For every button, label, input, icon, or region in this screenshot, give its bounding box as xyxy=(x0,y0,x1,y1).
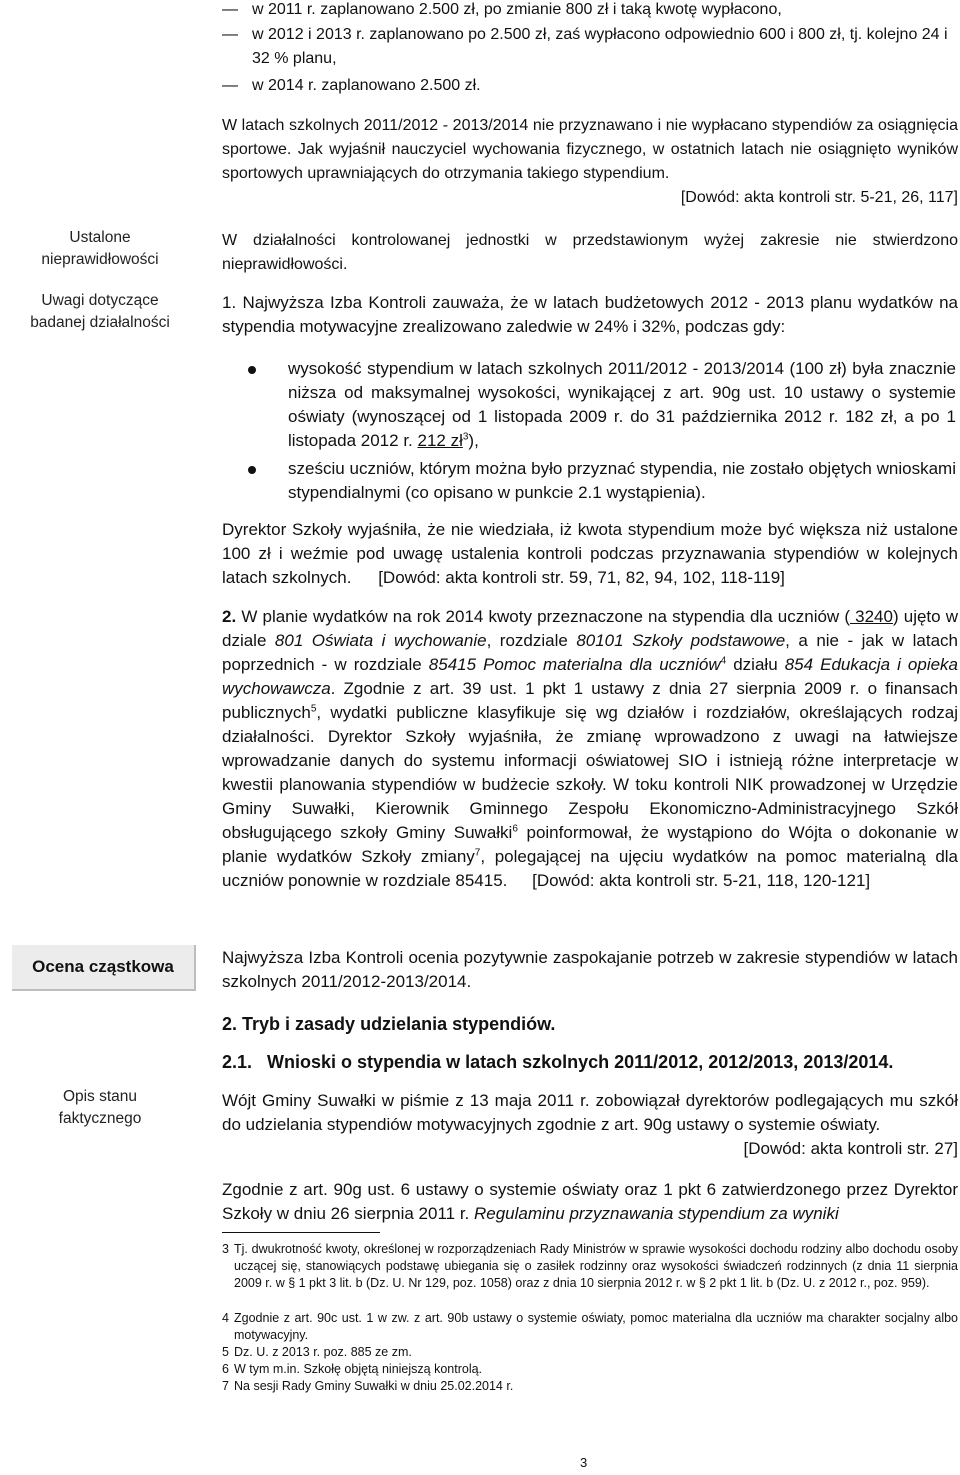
remark-text-part: W planie wydatków na rok 2014 kwoty przeznaczone na stypendia dla uczniów ( xyxy=(241,607,850,626)
budget-chapter-name: 80101 Szkoły podstawowe xyxy=(576,631,786,650)
dash-item-text: w 2014 r. zaplanowano 2.500 zł. xyxy=(252,77,481,94)
paragraph-text: Dyrektor Szkoły wyjaśniła, że nie wiedziała, iż kwota stypendium może być większa niż ustalone 100 zł i weźmie pod uwagę ustalenia kontroli podczas przyznawania stypendiów w kolejnych latach szkolnych. xyxy=(222,520,958,587)
dash-item-text: w 2012 i 2013 r. zaplanowano po 2.500 zł, zaś wypłacono odpowiednio 600 i 800 zł, tj. kolejno 24 i 32 % planu, xyxy=(252,26,948,67)
bullet-dot-icon xyxy=(248,466,256,474)
sidebar-label-uwagi xyxy=(10,290,190,334)
paragraph-no-sport xyxy=(222,114,958,210)
bullet-text-part: ), xyxy=(468,431,479,450)
remark-text-part: poinformował, że wystąpiono do Wójta o dokonanie w planie wydatków Szkoły zmiany xyxy=(222,823,958,866)
footnote-text: Tj. dwukrotność kwoty, określonej w rozporządzeniach Rady Ministrów w sprawie wysokości dochodu rodziny albo dochodu osoby uczącej się, stanowiących podstawę ubiegania się o zasiłek rodzinny oraz wysokości świadczeń rodzinnych (z dnia 11 sierpnia 2009 r. w § 1 pkt 3 lit. b (Dz. U. Nr 129, poz. 1058) oraz z dnia 10 sierpnia 2012 r. w § 2 pkt 1 lit. b (Dz. U. z 2012 r., poz. 959). xyxy=(234,1242,958,1290)
paragraph-assessment: Najwyższa Izba Kontroli ocenia pozytywnie zaspokajanie potrzeb w zakresie stypendiów w latach szkolnych 2011/2012-2013/2014. xyxy=(222,948,958,991)
footnote-ref: 7 xyxy=(474,847,481,859)
sidebar-label-ustalone xyxy=(10,227,190,271)
footnote-number: 3 xyxy=(222,1242,229,1256)
bullet-text-part: wysokość stypendium w latach szkolnych 2011/2012 - 2013/2014 (100 zł) była znacznie niższa od maksymalnej wysokości, wynikającej z art. 90g ust. 10 ustawy o systemie oświaty (wynoszącej od 1 listopada 2009 r. do 31 października 2012 r. 182 zł, a po 1 listopada 2012 r. xyxy=(288,359,956,450)
paragraph-zgodnie xyxy=(222,1178,958,1226)
heading-number: 2.1. xyxy=(222,1052,253,1072)
footnote-number: 6 xyxy=(222,1362,229,1376)
dash-marker: — xyxy=(222,77,238,94)
sidebar-label-line: faktycznego xyxy=(58,1110,142,1127)
footnote-text: Dz. U. z 2013 r. poz. 885 ze zm. xyxy=(234,1345,412,1359)
evidence-reference: [Dowód: akta kontroli str. 5-21, 118, 120-121] xyxy=(532,871,871,890)
sidebar-label-line: nieprawidłowości xyxy=(41,251,159,268)
footnote-number: 4 xyxy=(222,1311,229,1325)
remark-number: 2. xyxy=(222,607,237,626)
budget-section-name: 854 Edukacja i opieka wychowawcza xyxy=(222,655,959,698)
remark-2 xyxy=(222,605,958,893)
evidence-reference: [Dowód: akta kontroli str. 5-21, 26, 117] xyxy=(680,189,958,206)
section-heading-2-1 xyxy=(222,1050,893,1074)
footnote-ref: 4 xyxy=(720,655,727,667)
remark-text-part: . Zgodnie z art. 39 ust. 1 pkt 1 ustawy z dnia 27 sierpnia 2009 r. o finansach publicznych xyxy=(222,679,958,722)
footnote-ref: 6 xyxy=(512,823,518,835)
remark-underlined-amount: 3240 xyxy=(850,607,893,626)
remark-1 xyxy=(222,291,958,339)
page-number: 3 xyxy=(580,1455,588,1470)
section-heading-2: 2. Tryb i zasady udzielania stypendiów. xyxy=(222,1014,556,1034)
sidebar-label-line: Opis stanu xyxy=(62,1088,138,1105)
budget-chapter-name: 85415 Pomoc materialna dla uczniów xyxy=(428,655,721,674)
paragraph-text: W latach szkolnych 2011/2012 - 2013/2014 nie przyznawano i nie wypłacano stypendiów za osiągnięcia sportowe. xyxy=(222,117,958,158)
remark-text-part: , wydatki publiczne klasyfikuje się wg działów i rozdziałów, określających rodzaj działalności. Dyrektor Szkoły wyjaśniła, że zmianę wprowadzono z uwagi na łatwiejsze wprowadzanie danych do systemu informacji oświatowej SIO i istnieją różne interpretacje w kwestii planowania stypendiów w budżecie szkoły. W toku kontroli NIK prowadzonej w Urzędzie Gminy Suwałki, Kierownik Gminnego Zespołu Ekonomiczno-Administracyjnego Szkół obsługującego szkoły Gminy Suwałki xyxy=(222,703,958,842)
evidence-reference: [Dowód: akta kontroli str. 27] xyxy=(743,1139,958,1158)
footnote-text: Na sesji Rady Gminy Suwałki w dniu 25.02.2014 r. xyxy=(234,1379,514,1393)
sidebar-label-line: Uwagi dotyczące xyxy=(41,292,159,309)
footnote-number: 7 xyxy=(222,1379,229,1393)
bullet-dot-icon xyxy=(248,366,256,374)
remark-text-part: , a nie - jak w latach poprzednich - w rozdziale xyxy=(222,631,959,674)
regulation-title: Regulaminu przyznawania stypendium za wyniki xyxy=(474,1204,839,1223)
remark-text-part: , rozdziale xyxy=(486,631,577,650)
budget-section-name: 801 Oświata i wychowanie xyxy=(274,631,487,650)
bullet-underlined-amount: 212 zł xyxy=(417,431,463,450)
heading-text: Wnioski o stypendia w latach szkolnych 2011/2012, 2012/2013, 2013/2014. xyxy=(267,1052,894,1072)
footnote-number: 5 xyxy=(222,1345,229,1359)
footnote-ref: 5 xyxy=(310,703,317,715)
dash-marker: — xyxy=(222,26,238,43)
sidebar-label-ocena-text: Ocena cząstkowa xyxy=(32,957,174,976)
paragraph-text: Zgodnie z art. 90g ust. 6 ustawy o systemie oświaty oraz 1 pkt 6 zatwierdzonego przez Dyrektor Szkoły w dniu 26 sierpnia 2011 r. xyxy=(222,1180,958,1223)
sidebar-label-line: Ustalone xyxy=(69,229,131,246)
sidebar-label-ocena xyxy=(12,945,196,991)
paragraph-no-irregularities: W działalności kontrolowanej jednostki w przedstawionym wyżej zakresie nie stwierdzono nieprawidłowości. xyxy=(222,232,958,273)
bullet-text xyxy=(288,357,956,453)
dash-item-text: w 2011 r. zaplanowano 2.500 zł, po zmianie 800 zł i taką kwotę wypłacono, xyxy=(252,1,782,18)
paragraph-text: Jak wyjaśnił nauczyciel wychowania fizycznego, w ostatnich latach nie osiągnięto wyników sportowych uprawniających do otrzymania takiego stypendium. xyxy=(222,141,959,182)
evidence-reference: [Dowód: akta kontroli str. 59, 71, 82, 94, 102, 118-119] xyxy=(378,568,785,587)
sidebar-label-opis xyxy=(10,1086,190,1130)
remark-number: 1. xyxy=(222,293,237,312)
margin-sidebar xyxy=(0,0,198,1475)
sidebar-label-line: badanej działalności xyxy=(30,314,170,331)
paragraph-director xyxy=(222,518,958,590)
footnote-text: Zgodnie z art. 90c ust. 1 w zw. z art. 90b ustawy o systemie oświaty, pomoc materialna dla uczniów ma charakter socjalny albo motywacyjny. xyxy=(234,1311,958,1342)
footnote-divider xyxy=(222,1232,380,1233)
dash-marker: — xyxy=(222,1,238,18)
paragraph-text: Wójt Gminy Suwałki w piśmie z 13 maja 2011 r. zobowiązał dyrektorów podlegających mu szkół do udzielania stypendiów motywacyjnych zgodnie z art. 90g ustawy o systemie oświaty. xyxy=(222,1091,958,1134)
paragraph-wojt xyxy=(222,1089,958,1161)
remark-text-part: , polegającej na ujęciu wydatków na pomoc materialną dla uczniów ponownie w rozdziale 85415. xyxy=(222,847,958,890)
remark-text-part: ) ujęto w dziale xyxy=(222,607,959,650)
footnote-text: W tym m.in. Szkołę objętą niniejszą kontrolą. xyxy=(234,1362,483,1376)
remark-text: Najwyższa Izba Kontroli zauważa, że w latach budżetowych 2012 - 2013 planu wydatków na stypendia motywacyjne zrealizowano zaledwie w 24% i 32%, podczas gdy: xyxy=(222,293,958,336)
bullet-text: sześciu uczniów, którym można było przyznać stypendia, nie zostało objętych wnioskami stypendialnymi (co opisano w punkcie 2.1 wystąpienia). xyxy=(288,459,956,502)
footnote-ref: 3 xyxy=(462,431,469,443)
remark-text-part: działu xyxy=(726,655,785,674)
